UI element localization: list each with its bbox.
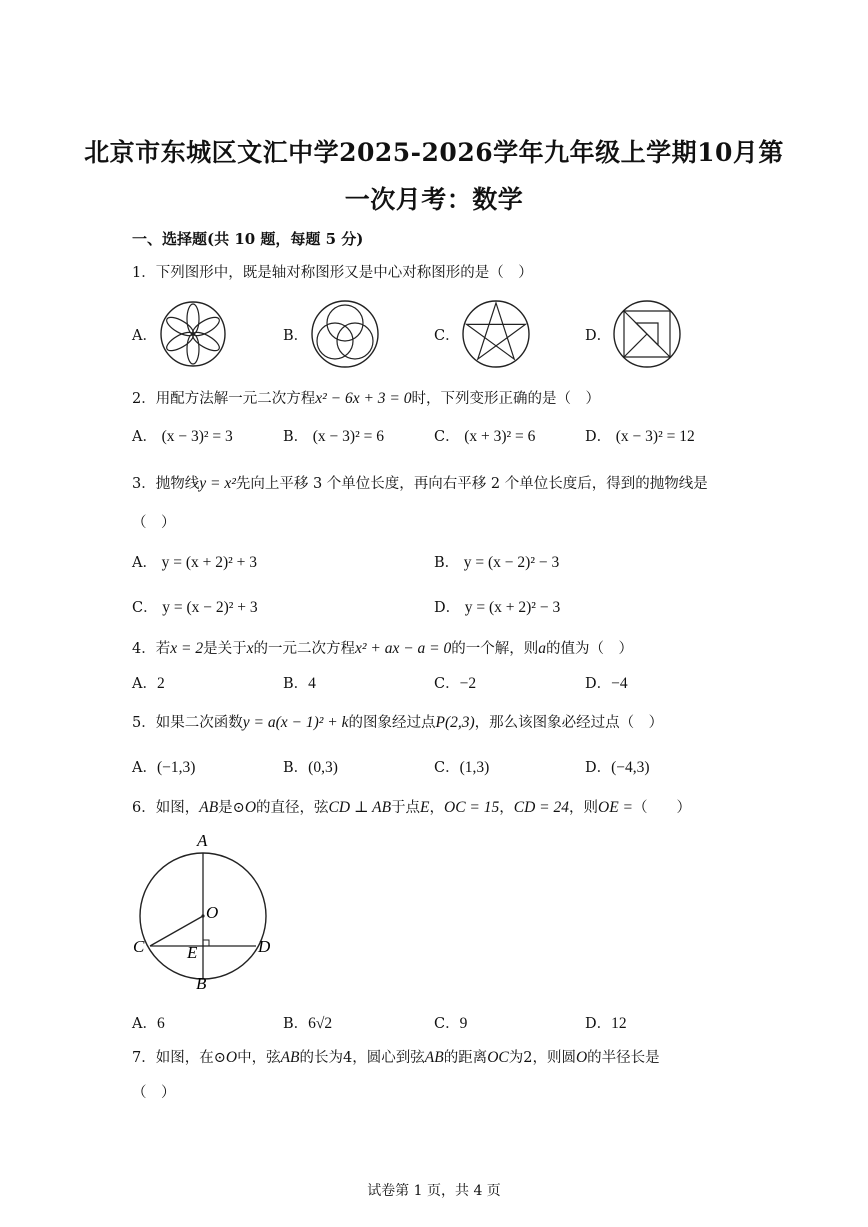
q5-option-a-label: A． xyxy=(132,760,157,776)
q2-text-b: 时，下列变形正确的是（ ） xyxy=(411,391,601,407)
q6-eq-1: AB xyxy=(199,799,219,816)
question-7 xyxy=(132,1046,660,1067)
q7-text-d: 的距离 xyxy=(443,1050,488,1066)
q7-eq-1: O xyxy=(225,1049,238,1066)
q6-option-b-label: B． xyxy=(283,1016,309,1032)
q4-text-d: 的一个解，则 xyxy=(451,641,539,657)
q7-text-b: 中，弦 xyxy=(237,1050,281,1066)
q4-eq-1: x = 2 xyxy=(170,640,204,657)
q4-option-d-label: D． xyxy=(585,676,612,692)
page-footer: 试卷第 1 页，共 4 页 xyxy=(367,1183,501,1199)
q1-option-a-label: A． xyxy=(132,328,157,344)
page-title-line-1: 北京市东城区文汇中学2025-2026学年九年级上学期10月第 xyxy=(84,138,784,167)
q2-text-a: 2．用配方法解一元二次方程 xyxy=(132,391,316,407)
q4-text-b: 是关于 xyxy=(203,641,247,657)
q5-option-b-label: B． xyxy=(283,760,309,776)
q6-eq-5: OC = 15 xyxy=(444,799,500,816)
q6-option-d-label: D． xyxy=(585,1016,612,1032)
question-2 xyxy=(132,387,600,408)
question-3 xyxy=(132,472,708,493)
q2-option-b-label: B． xyxy=(283,429,309,445)
q4-eq-4: a xyxy=(538,640,547,657)
q5-option-b-value: (0,3) xyxy=(308,759,338,776)
q1-option-a-figure xyxy=(158,299,228,369)
q1-option-c-label: C． xyxy=(434,328,460,344)
q7-text-c: 的长为4，圆心到弦 xyxy=(299,1050,425,1066)
q1-option-c-figure xyxy=(461,299,531,369)
q4-option-b xyxy=(283,672,316,693)
q3-option-b-value: y = (x − 2)² − 3 xyxy=(463,554,560,571)
q2-option-d-value: (x − 3)² = 12 xyxy=(615,428,695,445)
q6-eq-4: E xyxy=(420,799,430,816)
q6-label-c: C xyxy=(133,937,145,956)
q2-option-c-label: C． xyxy=(434,429,460,445)
q4-option-b-label: B． xyxy=(283,676,309,692)
question-5 xyxy=(132,711,663,732)
q4-option-a-label: A． xyxy=(132,676,157,692)
q4-text-a: 4．若 xyxy=(132,641,171,657)
q4-option-c-value: −2 xyxy=(459,675,477,692)
q1-option-b-label: B． xyxy=(283,328,309,344)
q5-text-c: ，那么该图象必经过点（ ） xyxy=(474,715,664,731)
question-4 xyxy=(132,637,633,658)
q6-option-a-label: A． xyxy=(132,1016,157,1032)
q6-option-d xyxy=(585,1012,627,1033)
q6-text-b: 是⊙ xyxy=(218,800,245,816)
q6-text-e: ， xyxy=(429,800,445,816)
q1-option-b-figure xyxy=(310,299,380,369)
q4-text-e: 的值为（ ） xyxy=(546,641,634,657)
q4-eq-3: x² + ax − a = 0 xyxy=(354,640,452,657)
q6-label-o: O xyxy=(206,903,219,922)
q6-eq-6: CD = 24 xyxy=(513,799,570,816)
q5-option-d-value: (−4,3) xyxy=(611,759,650,776)
q5-text-b: 的图象经过点 xyxy=(348,715,436,731)
q7-eq-4: OC xyxy=(487,1049,509,1066)
q5-eq-2: P(2,3) xyxy=(435,714,475,731)
q4-option-d-value: −4 xyxy=(611,675,628,692)
q5-text-a: 5．如果二次函数 xyxy=(132,715,243,731)
q4-eq-2: x xyxy=(246,640,254,657)
q2-equation: x² − 6x + 3 = 0 xyxy=(315,390,412,407)
q6-option-a-value: 6 xyxy=(156,1015,165,1032)
q2-option-d-label: D． xyxy=(585,429,612,445)
q6-label-a: A xyxy=(197,831,208,850)
q3-option-d-value: y = (x + 2)² − 3 xyxy=(464,599,561,616)
q3-option-c-label: C． xyxy=(132,600,158,616)
q3-option-d xyxy=(434,596,560,617)
q2-option-a xyxy=(132,425,233,446)
section-heading: 一、选择题(共 10 题，每题 5 分) xyxy=(132,230,364,248)
q2-option-c-value: (x + 3)² = 6 xyxy=(464,428,536,445)
q2-option-b-value: (x − 3)² = 6 xyxy=(312,428,384,445)
q3-option-a xyxy=(132,551,257,572)
q5-option-a-value: (−1,3) xyxy=(156,759,196,776)
q7-eq-3: AB xyxy=(424,1049,444,1066)
q7-text-e: 为2，则圆 xyxy=(508,1050,576,1066)
q5-eq-1: y = a(x − 1)² + k xyxy=(242,714,349,731)
q7-eq-5: O xyxy=(575,1049,588,1066)
q3-text-c: （ ） xyxy=(132,515,176,531)
q5-option-c xyxy=(434,756,489,777)
q6-eq-7: OE = xyxy=(598,799,634,816)
q6-label-b: B xyxy=(196,974,207,993)
q1-option-d-figure xyxy=(612,299,682,369)
q6-option-b xyxy=(283,1012,332,1033)
q6-text-a: 6．如图， xyxy=(132,800,200,816)
q6-text-f: ， xyxy=(499,800,514,816)
q2-option-a-label: A． xyxy=(132,429,157,445)
question-6 xyxy=(132,796,691,817)
q3-option-c-value: y = (x − 2)² + 3 xyxy=(162,599,258,616)
q6-label-e: E xyxy=(187,943,198,962)
q3-option-a-value: y = (x + 2)² + 3 xyxy=(161,554,258,571)
q6-option-c xyxy=(434,1012,467,1033)
q6-text-g: ，则 xyxy=(569,800,599,816)
q6-option-a xyxy=(132,1012,165,1033)
q4-text-c: 的一元二次方程 xyxy=(253,641,355,657)
q5-option-b xyxy=(283,756,338,777)
q6-text-d: 于点 xyxy=(391,800,421,816)
q3-option-a-label: A． xyxy=(132,555,157,571)
q6-eq-3: CD ⊥ AB xyxy=(328,799,392,816)
q3-option-d-label: D． xyxy=(434,600,461,616)
page-title-line-2: 一次月考：数学 xyxy=(344,185,524,214)
q6-option-c-value: 9 xyxy=(459,1015,468,1032)
q6-option-c-label: C． xyxy=(434,1016,460,1032)
q3-text-a: 3．抛物线 xyxy=(132,476,200,492)
q6-option-b-value: 6√2 xyxy=(308,1015,333,1032)
q4-option-c xyxy=(434,672,476,693)
q5-option-c-label: C． xyxy=(434,760,460,776)
q6-circle-figure xyxy=(125,828,275,998)
q5-option-a xyxy=(132,756,195,777)
question-1: 1．下列图形中，既是轴对称图形又是中心对称图形的是（ ） xyxy=(132,265,533,281)
q2-option-c xyxy=(434,425,535,446)
q5-option-d xyxy=(585,756,650,777)
q4-option-b-value: 4 xyxy=(308,675,316,692)
q6-option-d-value: 12 xyxy=(611,1015,627,1032)
q7-text-f: 的半径长是 xyxy=(587,1050,660,1066)
q4-option-c-label: C． xyxy=(434,676,460,692)
q5-option-c-value: (1,3) xyxy=(459,759,490,776)
q6-eq-2: O xyxy=(244,799,257,816)
q3-option-b-label: B． xyxy=(434,555,460,571)
q3-option-b xyxy=(434,551,559,572)
q3-option-c xyxy=(132,596,258,617)
q2-option-a-value: (x − 3)² = 3 xyxy=(161,428,233,445)
q7-text-g: （ ） xyxy=(132,1085,176,1101)
q1-option-d-label: D． xyxy=(585,328,612,344)
q6-text-c: 的直径，弦 xyxy=(256,800,329,816)
q7-text-a: 7．如图，在⊙ xyxy=(132,1050,226,1066)
q2-option-b xyxy=(283,425,384,446)
q4-option-a xyxy=(132,672,165,693)
q7-eq-2: AB xyxy=(280,1049,300,1066)
q3-text-b: 先向上平移 3 个单位长度，再向右平移 2 个单位长度后，得到的抛物线是 xyxy=(235,476,708,492)
q5-option-d-label: D． xyxy=(585,760,612,776)
q6-label-d: D xyxy=(258,937,271,956)
q2-option-d xyxy=(585,425,695,446)
q4-option-d xyxy=(585,672,628,693)
q4-option-a-value: 2 xyxy=(156,675,165,692)
q6-text-h: （ ） xyxy=(633,800,692,816)
q3-equation: y = x² xyxy=(199,475,236,492)
